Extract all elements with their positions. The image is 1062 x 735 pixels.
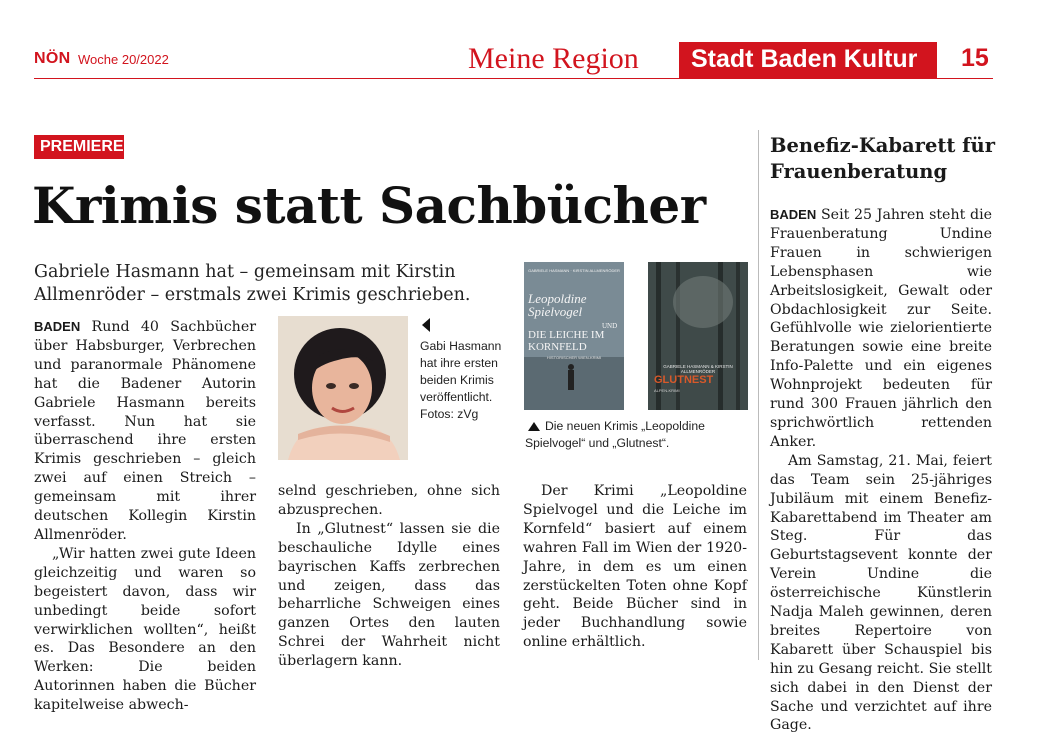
photo-caption: Gabi Hasmann hat ihre ersten beiden Krimis veröffentlicht. Fotos: zVg xyxy=(420,339,502,421)
book-cover-glutnest xyxy=(648,262,748,410)
paragraph-text: Seit 25 Jahren steht die Frauenberatung Undine Frauen in schwierigen Lebensphasen wie Arbeitslosigkeit, Gewalt oder Obdachlosigkeit zur Seite. Gefühlvolle wie zielorientierte Beratungen sowie eine breite Info-Palette und ein eigenes Wohnprojekt bedeuten für rund 300 Frauen jährlich den sprichwörtlich rettenden Anker. xyxy=(770,207,993,450)
section-title: Meine Region xyxy=(468,42,639,75)
article-paragraph: In „Glutnest“ lassen sie die beschauliche Idylle eines bayrischen Kaffs zerbrechen und zeigen, dass das beharrliche Schweigen eines ganzen Ortes den lauten Schrei der Wahrheit nicht überlagern kann. xyxy=(278,520,500,670)
cover-title-top: Leopoldine Spielvogel xyxy=(528,291,587,319)
cover-genre: HISTORISCHER WIEN-KRIMI xyxy=(546,355,602,360)
newspaper-logo: NÖN xyxy=(34,50,71,67)
author-photo xyxy=(278,316,408,460)
cover-authors: GABRIELE HASMANN & KIRSTIN ALLMENRÖDER xyxy=(663,364,733,374)
kicker-label: PREMIERE xyxy=(40,138,124,155)
subsection-title: Stadt Baden Kultur xyxy=(691,45,918,73)
book-cover-leopoldine xyxy=(524,262,624,410)
cover-title-bottom: DIE LEICHE IM KORNFELD xyxy=(528,329,605,353)
paragraph-text: Rund 40 Sachbücher über Habsburger, Verbrechen und paranormale Phänomene hat die Badener Autorin Gabriele Hasmann bereits verfasst. Nun hat sie überraschend ihre ersten Krimis geschrieben – gleich zwei auf einen Streich – gemeinsam mit ihrer deutschen Kollegin Kirstin Allmenröder. xyxy=(34,319,256,543)
sidebar-column xyxy=(770,206,992,735)
cover-title-mid: UND xyxy=(602,322,618,330)
article-paragraph xyxy=(770,206,992,452)
article-paragraph: Der Krimi „Leopoldine Spielvogel und die Leiche im Kornfeld“ basiert auf einem wahren Fall im Wien der 1920-Jahre, in dem es um einen zerstückelten Toten ohne Kopf geht. Beide Bücher sind in jeder Buchhandlung sowie online erhältlich. xyxy=(523,483,747,651)
sidebar-headline: Benefiz-Kabarett für Frauenberatung xyxy=(770,134,995,183)
article-headline: Krimis statt Sachbücher xyxy=(32,176,706,235)
dateline: BADEN xyxy=(34,319,81,334)
article-lead: Gabriele Hasmann hat – gemeinsam mit Kirstin Allmenröder – erstmals zwei Krimis geschrieben. xyxy=(34,262,471,305)
cover-authors: GABRIELE HASMANN · KIRSTIN ALLMENRÖDER xyxy=(528,268,620,273)
books-caption: Die neuen Krimis „Leopoldine Spielvogel“ und „Glutnest“. xyxy=(525,419,705,450)
portrait-illustration xyxy=(278,316,408,460)
page-number: 15 xyxy=(961,44,989,72)
dateline: BADEN xyxy=(770,207,817,222)
issue-week: Woche 20/2022 xyxy=(78,52,169,67)
column-divider xyxy=(758,130,759,660)
article-paragraph: selnd geschrieben, ohne sich abzusprechen. xyxy=(278,483,500,518)
article-paragraph: „Wir hatten zwei gute Ideen gleichzeitig und waren so begeistert davon, dass wir unbedingt beide sofort verwirklichen wollten“, heißt es. Das Besondere an den Werken: Die beiden Autorinnen haben die Bücher kapitelweise abwech- xyxy=(34,545,256,714)
cover-title: GLUTNEST xyxy=(654,374,714,386)
header-rule xyxy=(34,78,993,79)
article-paragraph: Am Samstag, 21. Mai, feiert das Team sein 25-jähriges Jubiläum mit einem Benefiz-Kabarettabend im Theater am Steg. Für das Geburtstagsevent konnte der Verein Undine die österreichische Künstlerin Nadja Maleh gewinnen, deren breites Repertoire von Kabarett über Schauspiel bis hin zu Gesang reicht. Sie stellt sich dabei in den Dienst der Sache und verzichtet auf ihre Gage. xyxy=(770,452,992,734)
cover-genre: ALPEN-KRIMI xyxy=(654,388,680,393)
article-column-1 xyxy=(34,318,256,715)
article-column-2 xyxy=(278,482,500,671)
article-paragraph xyxy=(34,318,256,545)
caption-pointer-left-icon xyxy=(421,318,431,332)
article-column-3 xyxy=(523,482,747,652)
